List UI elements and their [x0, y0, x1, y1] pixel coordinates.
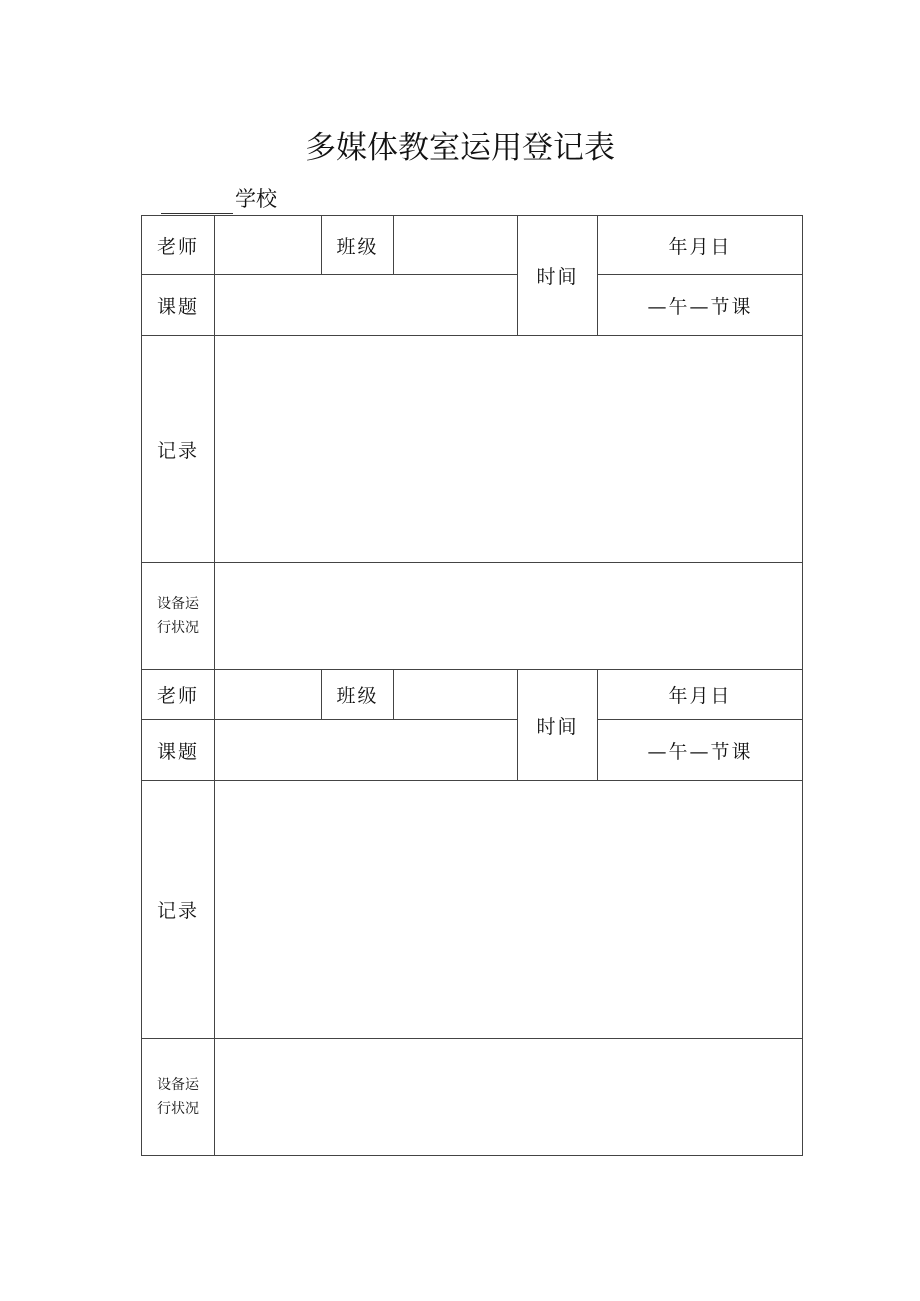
topic-field[interactable]: [215, 720, 518, 781]
teacher-label: 老师: [142, 670, 215, 720]
equipment-status-label-line1: 设备运: [157, 596, 199, 612]
equipment-status-field[interactable]: [215, 563, 803, 670]
class-label: 班级: [322, 216, 394, 275]
time-label: 时间: [518, 216, 598, 336]
page-title: 多媒体教室运用登记表: [305, 130, 615, 166]
equipment-status-field[interactable]: [215, 1039, 803, 1156]
teacher-field[interactable]: [215, 670, 322, 720]
class-field[interactable]: [394, 216, 518, 275]
equipment-status-label: [142, 1039, 215, 1156]
time-label: 时间: [518, 670, 598, 781]
equipment-status-label-line2: 行状况: [157, 620, 199, 636]
school-line: [161, 184, 277, 214]
teacher-field[interactable]: [215, 216, 322, 275]
equipment-status-label-line1: 设备运: [157, 1077, 199, 1093]
class-label: 班级: [322, 670, 394, 720]
class-field[interactable]: [394, 670, 518, 720]
topic-label: 课题: [142, 275, 215, 336]
registration-table-1: [141, 215, 803, 670]
date-field[interactable]: 年月日: [598, 670, 803, 720]
teacher-label: 老师: [142, 216, 215, 275]
school-name-blank[interactable]: [161, 189, 233, 214]
record-field[interactable]: [215, 336, 803, 563]
period-field[interactable]: —午—节课: [598, 720, 803, 781]
record-field[interactable]: [215, 781, 803, 1039]
school-label: 学校: [235, 187, 277, 211]
period-field[interactable]: —午—节课: [598, 275, 803, 336]
equipment-status-label: [142, 563, 215, 670]
topic-label: 课题: [142, 720, 215, 781]
topic-field[interactable]: [215, 275, 518, 336]
date-field[interactable]: 年月日: [598, 216, 803, 275]
equipment-status-label-line2: 行状况: [157, 1101, 199, 1117]
record-label: 记录: [142, 781, 215, 1039]
record-label: 记录: [142, 336, 215, 563]
registration-table-2: [141, 669, 803, 1156]
